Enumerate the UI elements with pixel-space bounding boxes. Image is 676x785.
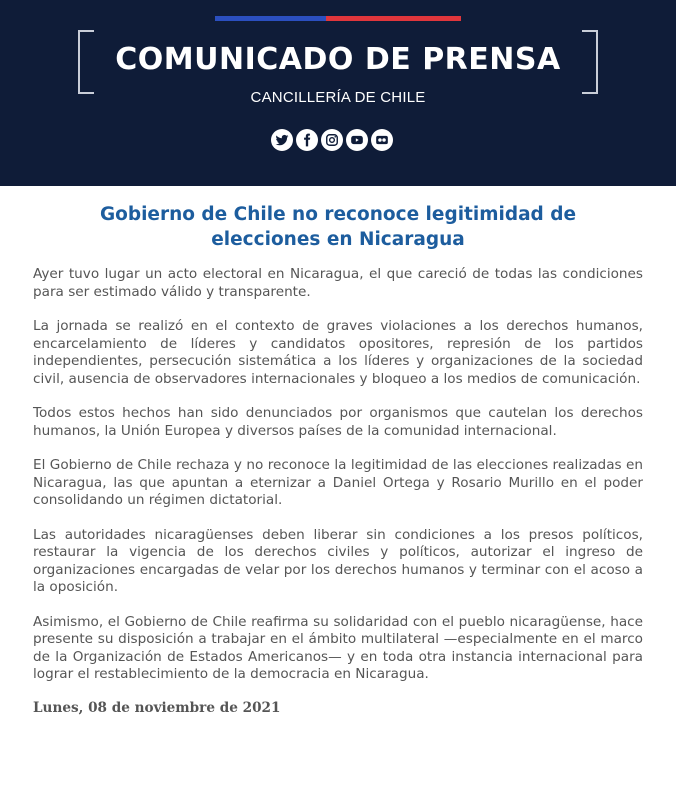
article-body xyxy=(0,186,676,717)
flag-stripe-blue xyxy=(215,16,326,21)
banner-subtitle: CANCILLERÍA DE CHILE xyxy=(250,89,426,106)
article-paragraph: El Gobierno de Chile rechaza y no reconoce la legitimidad de las elecciones realizadas en Nicaragua, las que apuntan a eternizar a Daniel Ortega y Rosario Murillo en el poder consolidando un régimen dictatorial. xyxy=(33,457,643,508)
article-paragraph: La jornada se realizó en el contexto de graves violaciones a los derechos humanos, encarcelamiento de líderes y candidatos opositores, represión de los partidos independientes, persecución sistemática a los líderes y organizaciones de la sociedad civil, ausencia de observadores internacionales y bloqueo a los medios de comunicación. xyxy=(33,318,643,387)
press-banner xyxy=(0,0,676,186)
facebook-icon[interactable] xyxy=(296,129,318,151)
flickr-icon[interactable] xyxy=(371,129,393,151)
article-paragraph: Ayer tuvo lugar un acto electoral en Nicaragua, el que careció de todas las condiciones para ser estimado válido y transparente. xyxy=(33,266,643,300)
publication-date: Lunes, 08 de noviembre de 2021 xyxy=(33,699,281,716)
flag-stripe xyxy=(215,16,461,21)
banner-title: COMUNICADO DE PRENSA xyxy=(115,42,561,77)
article-headline: Gobierno de Chile no reconoce legitimidad de elecciones en Nicaragua xyxy=(99,204,577,250)
article-paragraph: Todos estos hechos han sido denunciados por organismos que cautelan los derechos humanos, la Unión Europea y diversos países de la comunidad internacional. xyxy=(33,405,643,439)
twitter-icon[interactable] xyxy=(271,129,293,151)
article-paragraph: Asimismo, el Gobierno de Chile reafirma su solidaridad con el pueblo nicaragüense, hace presente su disposición a trabajar en el ámbito multilateral —especialmente en el marco de la Organización de Estados Americanos— y en toda otra instancia internacional para lograr el restablecimiento de la democracia en Nicaragua. xyxy=(33,613,643,682)
article-paragraph: Las autoridades nicaragüenses deben liberar sin condiciones a los presos políticos, restaurar la vigencia de los derechos civiles y políticos, autorizar el ingreso de organizaciones encargadas de velar por los derechos humanos y terminar con el acoso a la oposición. xyxy=(33,526,643,595)
youtube-icon[interactable] xyxy=(346,129,368,151)
instagram-icon[interactable] xyxy=(321,129,343,151)
flag-stripe-red xyxy=(326,16,461,21)
social-links xyxy=(271,129,393,151)
